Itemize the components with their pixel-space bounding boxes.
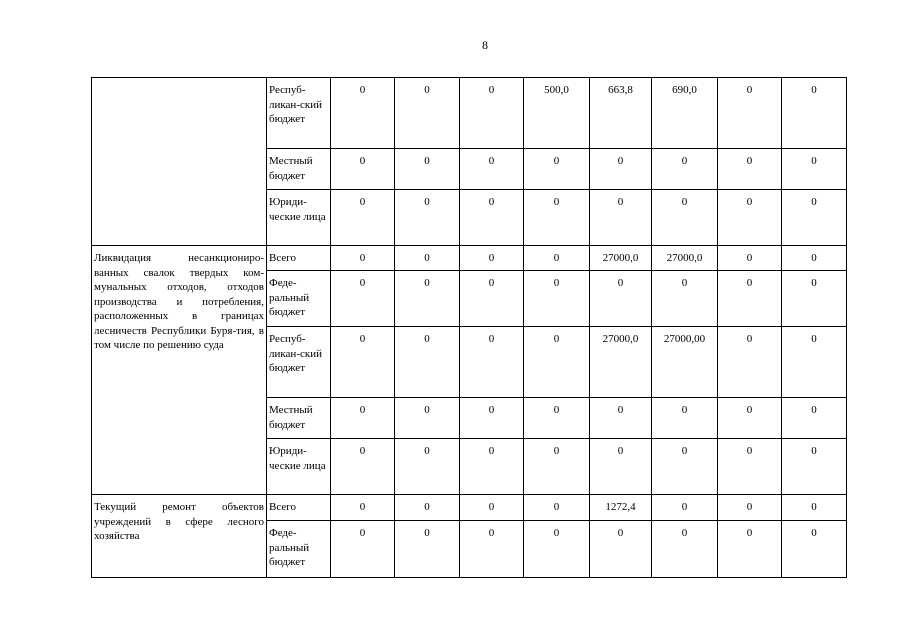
funding-source-cell: Юриди-ческие лица	[267, 190, 331, 246]
value-cell: 690,0	[652, 78, 718, 149]
value-cell: 0	[524, 271, 590, 327]
activity-cell	[92, 78, 267, 246]
value-cell: 0	[524, 190, 590, 246]
value-cell: 0	[652, 398, 718, 439]
value-cell: 0	[395, 398, 460, 439]
value-cell: 0	[782, 495, 847, 521]
value-cell: 0	[718, 327, 782, 398]
value-cell: 0	[331, 78, 395, 149]
value-cell: 0	[782, 149, 847, 190]
value-cell: 0	[331, 439, 395, 495]
value-cell: 0	[782, 78, 847, 149]
value-cell: 0	[395, 495, 460, 521]
value-cell: 0	[460, 327, 524, 398]
budget-table	[91, 77, 847, 578]
value-cell: 0	[395, 439, 460, 495]
value-cell: 0	[395, 78, 460, 149]
value-cell: 0	[782, 246, 847, 271]
value-cell: 0	[331, 521, 395, 578]
funding-source-cell: Местный бюджет	[267, 398, 331, 439]
value-cell: 0	[331, 190, 395, 246]
value-cell: 0	[590, 398, 652, 439]
value-cell: 0	[460, 271, 524, 327]
value-cell: 0	[331, 398, 395, 439]
table-row	[92, 78, 847, 149]
value-cell: 0	[782, 398, 847, 439]
value-cell: 0	[590, 439, 652, 495]
value-cell: 0	[652, 495, 718, 521]
value-cell: 500,0	[524, 78, 590, 149]
value-cell: 0	[652, 190, 718, 246]
value-cell: 0	[331, 271, 395, 327]
value-cell: 0	[718, 439, 782, 495]
page-number: 8	[482, 38, 488, 52]
value-cell: 0	[460, 495, 524, 521]
value-cell: 0	[395, 271, 460, 327]
value-cell: 0	[524, 398, 590, 439]
value-cell: 0	[590, 190, 652, 246]
value-cell: 27000,0	[652, 246, 718, 271]
value-cell: 0	[718, 521, 782, 578]
activity-cell: Ликвидация несанкциониро-ванных свалок твердых ком-мунальных отходов, отходов производства и потребления, расположенных в границах лесничеств Республики Буря-тия, в том числе по решению суда	[92, 246, 267, 495]
value-cell: 0	[718, 398, 782, 439]
value-cell: 0	[460, 78, 524, 149]
value-cell: 0	[395, 190, 460, 246]
value-cell: 0	[524, 327, 590, 398]
activity-cell: Текущий ремонт объектов учреждений в сфере лесного хозяйства	[92, 495, 267, 578]
value-cell: 0	[652, 439, 718, 495]
value-cell: 0	[652, 149, 718, 190]
funding-source-cell: Феде-ральный бюджет	[267, 521, 331, 578]
value-cell: 0	[718, 149, 782, 190]
value-cell: 0	[782, 439, 847, 495]
value-cell: 1272,4	[590, 495, 652, 521]
value-cell: 27000,0	[590, 246, 652, 271]
value-cell: 0	[395, 149, 460, 190]
value-cell: 0	[460, 439, 524, 495]
value-cell: 0	[718, 246, 782, 271]
value-cell: 0	[590, 521, 652, 578]
value-cell: 0	[782, 271, 847, 327]
value-cell: 0	[395, 246, 460, 271]
value-cell: 0	[524, 149, 590, 190]
value-cell: 0	[718, 271, 782, 327]
funding-source-cell: Респуб-ликан-ский бюджет	[267, 327, 331, 398]
value-cell: 0	[331, 246, 395, 271]
value-cell: 0	[460, 398, 524, 439]
value-cell: 0	[718, 495, 782, 521]
value-cell: 0	[331, 149, 395, 190]
value-cell: 0	[718, 190, 782, 246]
value-cell: 663,8	[590, 78, 652, 149]
value-cell: 27000,0	[590, 327, 652, 398]
value-cell: 0	[718, 78, 782, 149]
funding-source-cell: Всего	[267, 246, 331, 271]
value-cell: 0	[524, 521, 590, 578]
table-row	[92, 495, 847, 521]
value-cell: 0	[395, 521, 460, 578]
value-cell: 0	[524, 439, 590, 495]
value-cell: 0	[395, 327, 460, 398]
value-cell: 0	[782, 521, 847, 578]
value-cell: 0	[331, 327, 395, 398]
value-cell: 0	[590, 271, 652, 327]
value-cell: 0	[460, 246, 524, 271]
funding-source-cell: Феде-ральный бюджет	[267, 271, 331, 327]
value-cell: 0	[460, 149, 524, 190]
value-cell: 0	[590, 149, 652, 190]
value-cell: 0	[460, 190, 524, 246]
funding-source-cell: Всего	[267, 495, 331, 521]
table-row	[92, 246, 847, 271]
value-cell: 0	[331, 495, 395, 521]
funding-source-cell: Респуб-ликан-ский бюджет	[267, 78, 331, 149]
value-cell: 0	[524, 495, 590, 521]
value-cell: 0	[652, 271, 718, 327]
value-cell: 0	[460, 521, 524, 578]
value-cell: 0	[782, 190, 847, 246]
value-cell: 0	[652, 521, 718, 578]
value-cell: 0	[782, 327, 847, 398]
value-cell: 0	[524, 246, 590, 271]
funding-source-cell: Местный бюджет	[267, 149, 331, 190]
funding-source-cell: Юриди-ческие лица	[267, 439, 331, 495]
value-cell: 27000,00	[652, 327, 718, 398]
